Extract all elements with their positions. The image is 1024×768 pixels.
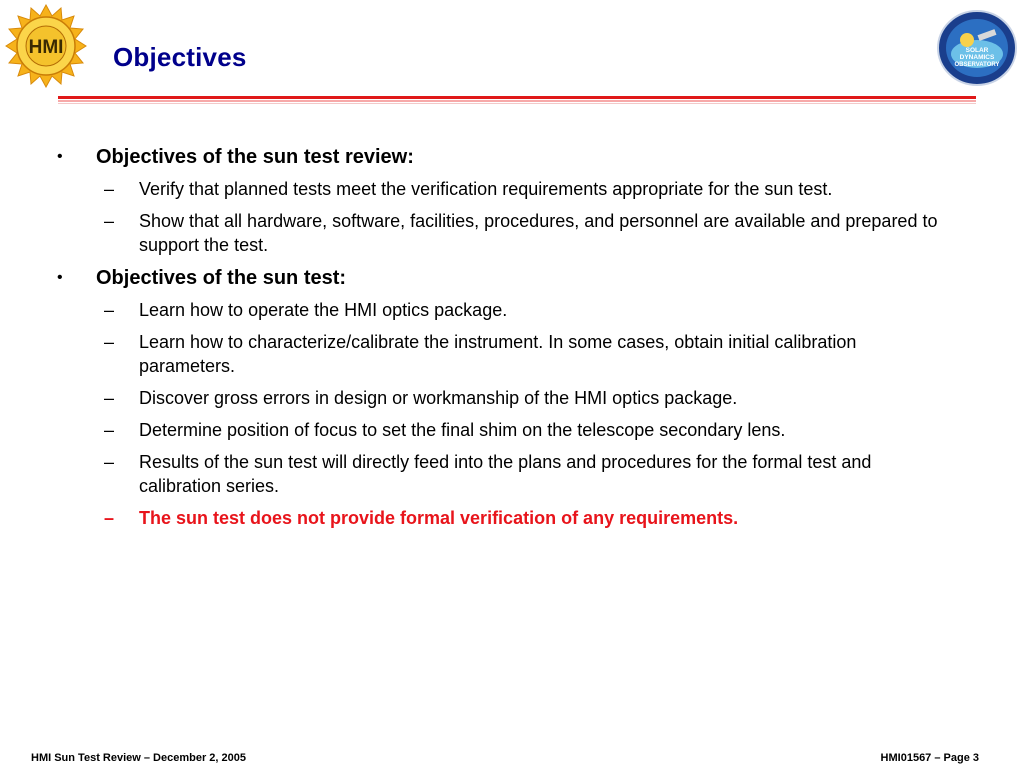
list-item: [104, 418, 957, 442]
bullet-icon: •: [57, 148, 63, 165]
footer-page-number: HMI01567 – Page 3: [880, 752, 979, 764]
list-item-text: Discover gross errors in design or workmanship of the HMI optics package.: [139, 388, 738, 408]
list-item-text: Results of the sun test will directly feed into the plans and procedures for the formal test and calibration series.: [139, 452, 872, 496]
dash-icon: –: [104, 452, 115, 472]
title-divider: [58, 96, 976, 104]
list-item-text: Determine position of focus to set the final shim on the telescope secondary lens.: [139, 420, 786, 440]
page-title: Objectives: [113, 42, 247, 72]
bullet-icon: •: [57, 269, 63, 286]
dash-icon: –: [104, 332, 115, 352]
list-item: [104, 209, 957, 257]
dash-icon: –: [104, 179, 115, 199]
section-heading-text: Objectives of the sun test:: [96, 267, 347, 289]
solar-dynamics-observatory-logo-icon: [936, 10, 1018, 86]
list-item-text: Learn how to operate the HMI optics package.: [139, 300, 508, 320]
footer-left: HMI Sun Test Review – December 2, 2005: [31, 752, 246, 764]
dash-icon: –: [104, 508, 115, 528]
section-heading: [57, 265, 957, 291]
hmi-sun-logo-icon: [4, 4, 88, 88]
dash-icon: –: [104, 420, 115, 440]
list-item: [104, 298, 957, 322]
list-item: [104, 450, 957, 498]
slide-body: [57, 144, 957, 538]
sdo-logo-line-2: DYNAMICS: [959, 54, 995, 61]
dash-icon: –: [104, 211, 115, 231]
section-heading-text: Objectives of the sun test review:: [96, 146, 414, 168]
list-item-text: Show that all hardware, software, facilities, procedures, and personnel are available and prepared to support the test.: [139, 211, 938, 255]
sdo-logo-line-1: SOLAR: [965, 47, 989, 54]
list-item: [104, 386, 957, 410]
dash-icon: –: [104, 388, 115, 408]
list-item-text: Verify that planned tests meet the verification requirements appropriate for the sun test.: [139, 179, 833, 199]
alert-list-item: [104, 506, 957, 530]
dash-icon: –: [104, 300, 115, 320]
list-item: [104, 330, 957, 378]
hmi-logo-text: HMI: [28, 37, 64, 58]
list-item-text: Learn how to characterize/calibrate the instrument. In some cases, obtain initial calibration parameters.: [139, 332, 857, 376]
sdo-logo-line-3: OBSERVATORY: [954, 62, 1000, 68]
section-heading: [57, 144, 957, 170]
alert-text: The sun test does not provide formal verification of any requirements.: [139, 508, 739, 528]
list-item: [104, 177, 957, 201]
